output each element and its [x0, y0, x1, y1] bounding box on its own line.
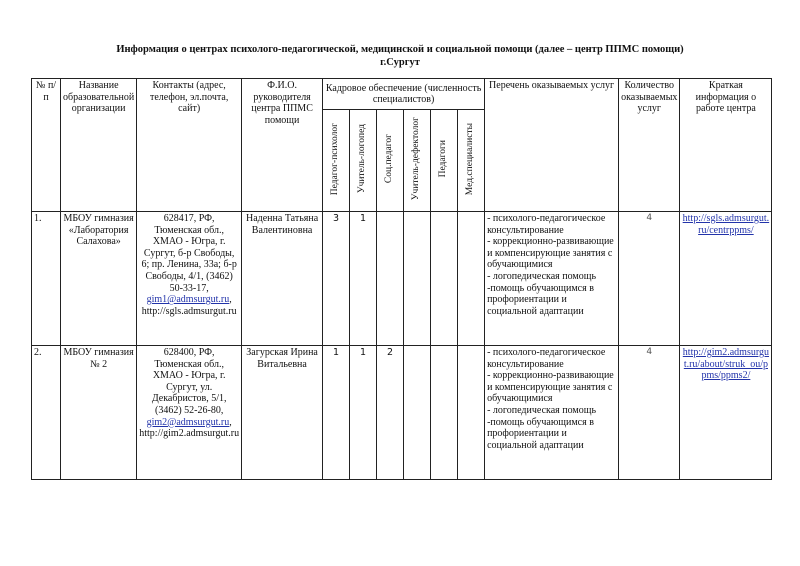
service-item: - психолого-педагогическое консультирование: [487, 347, 606, 370]
header-row-1: [32, 79, 772, 110]
header-org-name: Название образовательной организации: [61, 79, 137, 212]
header-head-fio: Ф.И.О. руководителя центра ППМС помощи: [242, 79, 323, 212]
header-brief-info: Краткая информация о работе центра: [680, 79, 772, 212]
header-staff-medical: Мед.специалисты: [458, 110, 485, 212]
staff-speech-therapist: 1: [350, 212, 377, 346]
row-contacts: 628400, РФ, Тюменская обл., ХМАО - Югра, г. Сургут, ул. Декабристов, 5/1, (3462) 52-26-80, gim2@admsurgut.ru, http://gim2.admsurgut.ru: [137, 346, 242, 480]
row-head-fio: Загурская Ирина Витальевна: [242, 346, 323, 480]
row-brief-info: [680, 212, 772, 346]
staff-defectologist: [404, 346, 431, 480]
header-services: Перечень оказываемых услуг: [485, 79, 619, 212]
service-item: - коррекционно-развивающие и компенсирующие занятия с обучающимися: [487, 236, 614, 271]
header-staff-teachers: Педагоги: [431, 110, 458, 212]
row-org-name: МБОУ гимназия № 2: [61, 346, 137, 480]
row-brief-info: [680, 346, 772, 480]
title-line-2: г.Сургут: [380, 57, 420, 68]
staff-social-pedagogue: 2: [377, 346, 404, 480]
service-item: - психолого-педагогическое консультирование: [487, 213, 606, 236]
document-title: [0, 43, 800, 69]
row-contacts: 628417, РФ, Тюменская обл., ХМАО - Югра, г. Сургут, б-р Свободы, 6; пр. Ленина, 33а; б-р Свободы, 4/1, (3462) 50-33-17, gim1@admsurgut.ru, http://sgls.admsurgut.ru: [137, 212, 242, 346]
row-num: 1.: [32, 212, 61, 346]
header-staff-psychologist: Педагог-психолог: [323, 110, 350, 212]
center-link[interactable]: http://sgls.admsurgut.ru/centrppms/: [682, 213, 770, 236]
staff-social-pedagogue: [377, 212, 404, 346]
header-staff-speech-therapist: Учитель-логопед: [350, 110, 377, 212]
staff-medical: [458, 346, 485, 480]
row-services-count: 4: [619, 212, 680, 346]
ppms-centers-table: [31, 78, 772, 480]
center-link[interactable]: http://gim2.admsurgut.ru/about/struk_ou/ppms/ppms2/: [682, 347, 770, 382]
email-link[interactable]: gim2@admsurgut.ru: [146, 416, 230, 428]
row-services: [485, 212, 619, 346]
row-services-count: 4: [619, 346, 680, 480]
header-contacts: Контакты (адрес, телефон, эл.почта, сайт): [137, 79, 242, 212]
service-item: -помощь обучающимся в профориентации и социальной адаптации: [487, 282, 594, 317]
row-org-name: МБОУ гимназия «Лаборатория Салахова»: [61, 212, 137, 346]
header-staffing: Кадровое обеспечение (численность специалистов): [323, 79, 485, 110]
email-link[interactable]: gim1@admsurgut.ru: [146, 294, 230, 306]
table-row: [32, 346, 772, 480]
service-item: - логопедическая помощь: [487, 270, 596, 282]
service-item: -помощь обучающимся в профориентации и социальной адаптации: [487, 416, 594, 451]
table-row: [32, 212, 772, 346]
staff-defectologist: [404, 212, 431, 346]
row-services: [485, 346, 619, 480]
title-line-1: Информация о центрах психолого-педагогической, медицинской и социальной помощи (далее – центр ППМС помощи): [116, 44, 684, 55]
row-num: 2.: [32, 346, 61, 480]
staff-teachers: [431, 212, 458, 346]
service-item: - коррекционно-развивающие и компенсирующие занятия с обучающимися: [487, 370, 614, 405]
header-num: № п/п: [32, 79, 61, 212]
staff-teachers: [431, 346, 458, 480]
staff-medical: [458, 212, 485, 346]
staff-speech-therapist: 1: [350, 346, 377, 480]
row-head-fio: Наденна Татьяна Валентиновна: [242, 212, 323, 346]
header-services-count: Количество оказываемых услуг: [619, 79, 680, 212]
staff-psychologist: 1: [323, 346, 350, 480]
service-item: - логопедическая помощь: [487, 404, 596, 416]
header-staff-social-pedagogue: Соц.педагог: [377, 110, 404, 212]
header-staff-defectologist: Учитель-дефектолог: [404, 110, 431, 212]
staff-psychologist: 3: [323, 212, 350, 346]
